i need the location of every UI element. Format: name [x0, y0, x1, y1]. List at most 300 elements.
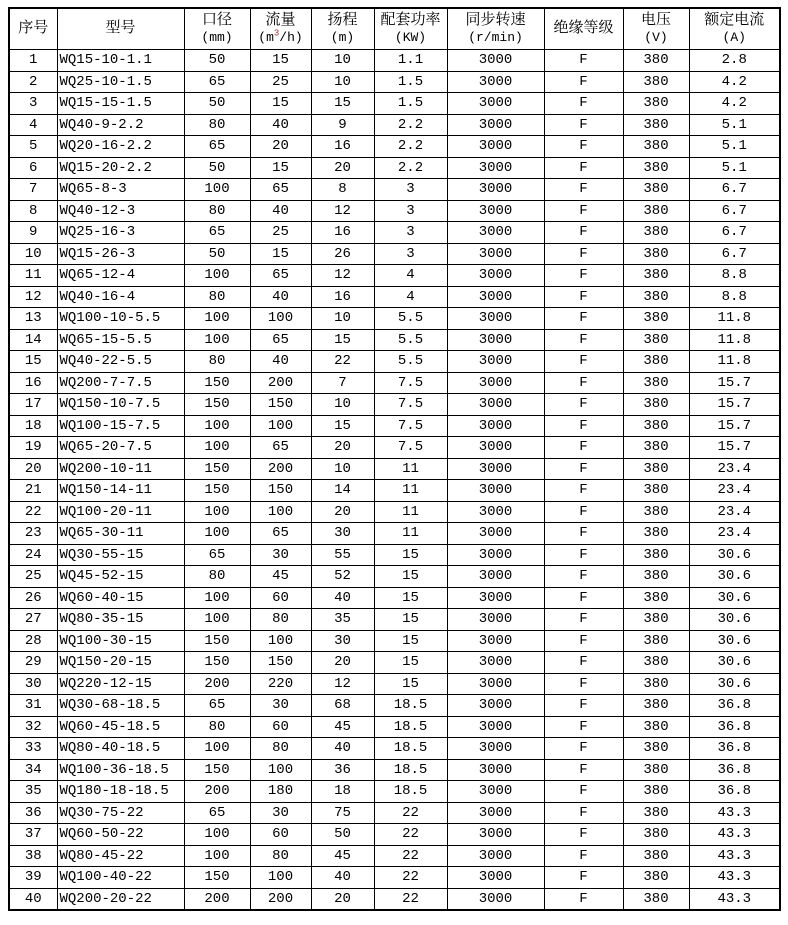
cell-flow: 150	[250, 652, 311, 674]
table-row	[9, 759, 780, 781]
col-header-voltage	[623, 8, 689, 50]
col-unit: (r/min)	[468, 30, 523, 46]
cell-voltage: 380	[623, 329, 689, 351]
cell-index: 34	[9, 759, 57, 781]
cell-current: 2.8	[689, 50, 780, 72]
cell-power: 7.5	[374, 372, 447, 394]
cell-index: 15	[9, 351, 57, 373]
cell-index: 5	[9, 136, 57, 158]
col-label: 型号	[105, 19, 136, 37]
cell-index: 18	[9, 415, 57, 437]
cell-diameter: 80	[184, 114, 250, 136]
cell-current: 15.7	[689, 415, 780, 437]
cell-model: WQ200-7-7.5	[57, 372, 184, 394]
cell-flow: 200	[250, 888, 311, 910]
cell-speed: 3000	[447, 845, 544, 867]
cell-insulation: F	[544, 523, 623, 545]
cell-insulation: F	[544, 71, 623, 93]
cell-voltage: 380	[623, 200, 689, 222]
cell-head: 14	[311, 480, 374, 502]
cell-insulation: F	[544, 200, 623, 222]
col-label: 口径	[201, 12, 232, 30]
cell-head: 10	[311, 308, 374, 330]
cell-flow: 60	[250, 716, 311, 738]
col-unit: (V)	[644, 30, 668, 46]
cell-diameter: 65	[184, 544, 250, 566]
cell-current: 15.7	[689, 394, 780, 416]
cell-head: 20	[311, 157, 374, 179]
cell-voltage: 380	[623, 114, 689, 136]
cell-insulation: F	[544, 888, 623, 910]
cell-head: 20	[311, 888, 374, 910]
cell-voltage: 380	[623, 222, 689, 244]
cell-insulation: F	[544, 93, 623, 115]
cell-diameter: 100	[184, 437, 250, 459]
cell-speed: 3000	[447, 243, 544, 265]
cell-voltage: 380	[623, 243, 689, 265]
col-header-head	[311, 8, 374, 50]
cell-head: 10	[311, 50, 374, 72]
cell-diameter: 100	[184, 845, 250, 867]
cell-index: 3	[9, 93, 57, 115]
table-row	[9, 437, 780, 459]
cell-current: 8.8	[689, 265, 780, 287]
cell-diameter: 100	[184, 523, 250, 545]
cell-speed: 3000	[447, 265, 544, 287]
cell-speed: 3000	[447, 781, 544, 803]
cell-flow: 40	[250, 351, 311, 373]
cell-model: WQ30-68-18.5	[57, 695, 184, 717]
cell-head: 10	[311, 458, 374, 480]
cell-insulation: F	[544, 329, 623, 351]
cell-voltage: 380	[623, 523, 689, 545]
table-row	[9, 114, 780, 136]
cell-model: WQ40-22-5.5	[57, 351, 184, 373]
cell-head: 12	[311, 265, 374, 287]
cell-diameter: 150	[184, 458, 250, 480]
cell-current: 15.7	[689, 372, 780, 394]
table-row	[9, 286, 780, 308]
cell-head: 20	[311, 501, 374, 523]
cell-index: 2	[9, 71, 57, 93]
cell-head: 15	[311, 329, 374, 351]
cell-diameter: 100	[184, 609, 250, 631]
table-row	[9, 458, 780, 480]
cell-flow: 15	[250, 157, 311, 179]
cell-index: 29	[9, 652, 57, 674]
cell-insulation: F	[544, 394, 623, 416]
table-header	[9, 8, 780, 50]
cell-voltage: 380	[623, 458, 689, 480]
cell-index: 37	[9, 824, 57, 846]
cell-flow: 20	[250, 136, 311, 158]
cell-model: WQ200-10-11	[57, 458, 184, 480]
flow-unit-prefix: (m	[258, 30, 274, 46]
cell-insulation: F	[544, 587, 623, 609]
cell-head: 16	[311, 222, 374, 244]
pump-spec-table	[8, 7, 781, 911]
cell-flow: 100	[250, 415, 311, 437]
cell-index: 33	[9, 738, 57, 760]
table-row	[9, 200, 780, 222]
cell-flow: 60	[250, 587, 311, 609]
cell-model: WQ150-10-7.5	[57, 394, 184, 416]
cell-voltage: 380	[623, 50, 689, 72]
cell-model: WQ15-10-1.1	[57, 50, 184, 72]
cell-current: 43.3	[689, 845, 780, 867]
cell-speed: 3000	[447, 286, 544, 308]
table-row	[9, 50, 780, 72]
cell-diameter: 50	[184, 243, 250, 265]
cell-index: 10	[9, 243, 57, 265]
cell-voltage: 380	[623, 738, 689, 760]
cell-model: WQ30-75-22	[57, 802, 184, 824]
cell-power: 18.5	[374, 781, 447, 803]
cell-index: 40	[9, 888, 57, 910]
cell-power: 18.5	[374, 738, 447, 760]
cell-speed: 3000	[447, 114, 544, 136]
cell-head: 8	[311, 179, 374, 201]
cell-head: 55	[311, 544, 374, 566]
cell-speed: 3000	[447, 566, 544, 588]
cell-voltage: 380	[623, 716, 689, 738]
cell-diameter: 100	[184, 329, 250, 351]
cell-diameter: 100	[184, 587, 250, 609]
cell-index: 20	[9, 458, 57, 480]
cell-speed: 3000	[447, 308, 544, 330]
cell-power: 22	[374, 802, 447, 824]
cell-insulation: F	[544, 544, 623, 566]
cell-power: 7.5	[374, 415, 447, 437]
cell-speed: 3000	[447, 716, 544, 738]
cell-voltage: 380	[623, 888, 689, 910]
cell-insulation: F	[544, 50, 623, 72]
cell-voltage: 380	[623, 415, 689, 437]
cell-flow: 100	[250, 630, 311, 652]
flow-unit-suffix: /h)	[279, 30, 303, 46]
cell-voltage: 380	[623, 845, 689, 867]
cell-power: 15	[374, 566, 447, 588]
cell-head: 16	[311, 136, 374, 158]
cell-model: WQ65-30-11	[57, 523, 184, 545]
cell-head: 40	[311, 587, 374, 609]
cell-diameter: 65	[184, 71, 250, 93]
cell-insulation: F	[544, 351, 623, 373]
cell-current: 5.1	[689, 136, 780, 158]
cell-model: WQ40-9-2.2	[57, 114, 184, 136]
cell-power: 3	[374, 243, 447, 265]
cell-voltage: 380	[623, 652, 689, 674]
cell-speed: 3000	[447, 630, 544, 652]
cell-head: 12	[311, 673, 374, 695]
cell-flow: 100	[250, 759, 311, 781]
cell-index: 38	[9, 845, 57, 867]
cell-diameter: 100	[184, 415, 250, 437]
cell-flow: 40	[250, 200, 311, 222]
cell-flow: 180	[250, 781, 311, 803]
table-row	[9, 222, 780, 244]
cell-model: WQ100-15-7.5	[57, 415, 184, 437]
cell-power: 18.5	[374, 759, 447, 781]
cell-speed: 3000	[447, 329, 544, 351]
cell-current: 36.8	[689, 759, 780, 781]
cell-model: WQ60-50-22	[57, 824, 184, 846]
col-unit	[251, 28, 311, 46]
cell-current: 43.3	[689, 802, 780, 824]
cell-diameter: 65	[184, 695, 250, 717]
cell-model: WQ150-14-11	[57, 480, 184, 502]
cell-model: WQ40-16-4	[57, 286, 184, 308]
table-row	[9, 802, 780, 824]
col-header-flow	[250, 8, 311, 50]
cell-model: WQ65-20-7.5	[57, 437, 184, 459]
cell-voltage: 380	[623, 587, 689, 609]
table-row	[9, 609, 780, 631]
cell-current: 11.8	[689, 308, 780, 330]
cell-insulation: F	[544, 738, 623, 760]
cell-current: 43.3	[689, 867, 780, 889]
cell-index: 25	[9, 566, 57, 588]
cell-voltage: 380	[623, 157, 689, 179]
col-header-model	[57, 8, 184, 50]
cell-insulation: F	[544, 222, 623, 244]
cell-flow: 200	[250, 458, 311, 480]
cell-model: WQ100-30-15	[57, 630, 184, 652]
cell-head: 15	[311, 93, 374, 115]
table-row	[9, 544, 780, 566]
cell-insulation: F	[544, 759, 623, 781]
table-row	[9, 566, 780, 588]
cell-insulation: F	[544, 802, 623, 824]
col-header-power	[374, 8, 447, 50]
cell-voltage: 380	[623, 566, 689, 588]
cell-diameter: 65	[184, 222, 250, 244]
cell-head: 30	[311, 630, 374, 652]
cell-current: 36.8	[689, 738, 780, 760]
cell-speed: 3000	[447, 222, 544, 244]
cell-model: WQ30-55-15	[57, 544, 184, 566]
cell-index: 32	[9, 716, 57, 738]
cell-index: 31	[9, 695, 57, 717]
cell-insulation: F	[544, 652, 623, 674]
cell-index: 1	[9, 50, 57, 72]
cell-insulation: F	[544, 716, 623, 738]
cell-head: 18	[311, 781, 374, 803]
cell-voltage: 380	[623, 759, 689, 781]
cell-current: 36.8	[689, 781, 780, 803]
cell-current: 5.1	[689, 114, 780, 136]
cell-power: 1.1	[374, 50, 447, 72]
cell-model: WQ25-16-3	[57, 222, 184, 244]
col-unit: (A)	[722, 30, 746, 46]
cell-head: 22	[311, 351, 374, 373]
cell-index: 23	[9, 523, 57, 545]
cell-insulation: F	[544, 179, 623, 201]
spec-table-body	[9, 50, 780, 911]
cell-model: WQ15-26-3	[57, 243, 184, 265]
cell-insulation: F	[544, 114, 623, 136]
cell-voltage: 380	[623, 673, 689, 695]
cell-diameter: 150	[184, 372, 250, 394]
cell-power: 4	[374, 286, 447, 308]
cell-insulation: F	[544, 867, 623, 889]
cell-index: 26	[9, 587, 57, 609]
cell-insulation: F	[544, 566, 623, 588]
cell-diameter: 50	[184, 50, 250, 72]
cell-head: 50	[311, 824, 374, 846]
cell-diameter: 80	[184, 200, 250, 222]
cell-speed: 3000	[447, 867, 544, 889]
cell-insulation: F	[544, 781, 623, 803]
cell-flow: 25	[250, 222, 311, 244]
cell-insulation: F	[544, 609, 623, 631]
cell-speed: 3000	[447, 372, 544, 394]
cell-speed: 3000	[447, 351, 544, 373]
cell-head: 10	[311, 71, 374, 93]
col-label: 扬程	[327, 12, 358, 30]
cell-power: 15	[374, 673, 447, 695]
cell-power: 15	[374, 544, 447, 566]
cell-head: 20	[311, 437, 374, 459]
cell-index: 22	[9, 501, 57, 523]
cell-insulation: F	[544, 673, 623, 695]
table-row	[9, 824, 780, 846]
cell-diameter: 200	[184, 673, 250, 695]
cell-index: 12	[9, 286, 57, 308]
cell-model: WQ15-20-2.2	[57, 157, 184, 179]
cell-speed: 3000	[447, 415, 544, 437]
cell-speed: 3000	[447, 93, 544, 115]
cell-head: 20	[311, 652, 374, 674]
cell-model: WQ180-18-18.5	[57, 781, 184, 803]
cell-head: 26	[311, 243, 374, 265]
cell-index: 39	[9, 867, 57, 889]
cell-voltage: 380	[623, 93, 689, 115]
cell-model: WQ15-15-1.5	[57, 93, 184, 115]
table-row	[9, 480, 780, 502]
cell-speed: 3000	[447, 394, 544, 416]
cell-model: WQ40-12-3	[57, 200, 184, 222]
table-row	[9, 329, 780, 351]
cell-insulation: F	[544, 695, 623, 717]
cell-head: 15	[311, 415, 374, 437]
cell-power: 3	[374, 222, 447, 244]
cell-model: WQ100-10-5.5	[57, 308, 184, 330]
cell-diameter: 200	[184, 781, 250, 803]
cell-current: 11.8	[689, 351, 780, 373]
table-row	[9, 243, 780, 265]
cell-current: 36.8	[689, 695, 780, 717]
cell-diameter: 100	[184, 265, 250, 287]
cell-speed: 3000	[447, 200, 544, 222]
cell-power: 2.2	[374, 157, 447, 179]
cell-voltage: 380	[623, 286, 689, 308]
cell-head: 52	[311, 566, 374, 588]
cell-power: 1.5	[374, 93, 447, 115]
cell-voltage: 380	[623, 867, 689, 889]
cell-current: 23.4	[689, 458, 780, 480]
cell-flow: 30	[250, 802, 311, 824]
cell-current: 23.4	[689, 501, 780, 523]
cell-insulation: F	[544, 308, 623, 330]
cell-power: 2.2	[374, 114, 447, 136]
cell-diameter: 50	[184, 93, 250, 115]
cell-current: 15.7	[689, 437, 780, 459]
cell-diameter: 65	[184, 802, 250, 824]
cell-voltage: 380	[623, 695, 689, 717]
cell-insulation: F	[544, 480, 623, 502]
cell-speed: 3000	[447, 824, 544, 846]
cell-index: 7	[9, 179, 57, 201]
cell-voltage: 380	[623, 630, 689, 652]
cell-flow: 80	[250, 609, 311, 631]
cell-speed: 3000	[447, 673, 544, 695]
cell-diameter: 100	[184, 738, 250, 760]
cell-insulation: F	[544, 845, 623, 867]
table-row	[9, 93, 780, 115]
cell-diameter: 150	[184, 480, 250, 502]
cell-insulation: F	[544, 458, 623, 480]
cell-voltage: 380	[623, 136, 689, 158]
table-row	[9, 157, 780, 179]
table-row	[9, 265, 780, 287]
cell-power: 15	[374, 630, 447, 652]
cell-diameter: 100	[184, 824, 250, 846]
cell-diameter: 200	[184, 888, 250, 910]
table-row	[9, 587, 780, 609]
table-row	[9, 372, 780, 394]
cell-model: WQ60-40-15	[57, 587, 184, 609]
cell-voltage: 380	[623, 71, 689, 93]
table-row	[9, 716, 780, 738]
cell-flow: 30	[250, 695, 311, 717]
table-row	[9, 523, 780, 545]
cell-current: 30.6	[689, 630, 780, 652]
cell-power: 3	[374, 179, 447, 201]
table-row	[9, 394, 780, 416]
cell-model: WQ200-20-22	[57, 888, 184, 910]
cell-model: WQ100-20-11	[57, 501, 184, 523]
col-label: 额定电流	[704, 12, 765, 30]
cell-diameter: 100	[184, 501, 250, 523]
cell-insulation: F	[544, 157, 623, 179]
cell-current: 6.7	[689, 200, 780, 222]
cell-flow: 60	[250, 824, 311, 846]
table-row	[9, 415, 780, 437]
cell-diameter: 150	[184, 394, 250, 416]
cell-model: WQ65-12-4	[57, 265, 184, 287]
cell-head: 30	[311, 523, 374, 545]
cell-speed: 3000	[447, 437, 544, 459]
cell-diameter: 65	[184, 136, 250, 158]
cell-model: WQ220-12-15	[57, 673, 184, 695]
cell-current: 6.7	[689, 243, 780, 265]
cell-head: 10	[311, 394, 374, 416]
col-header-speed	[447, 8, 544, 50]
cell-voltage: 380	[623, 372, 689, 394]
cell-diameter: 150	[184, 867, 250, 889]
table-row	[9, 867, 780, 889]
cell-head: 40	[311, 738, 374, 760]
cell-power: 2.2	[374, 136, 447, 158]
cell-flow: 45	[250, 566, 311, 588]
cell-current: 6.7	[689, 179, 780, 201]
cell-voltage: 380	[623, 781, 689, 803]
cell-current: 8.8	[689, 286, 780, 308]
table-row	[9, 673, 780, 695]
cell-model: WQ25-10-1.5	[57, 71, 184, 93]
cell-index: 35	[9, 781, 57, 803]
